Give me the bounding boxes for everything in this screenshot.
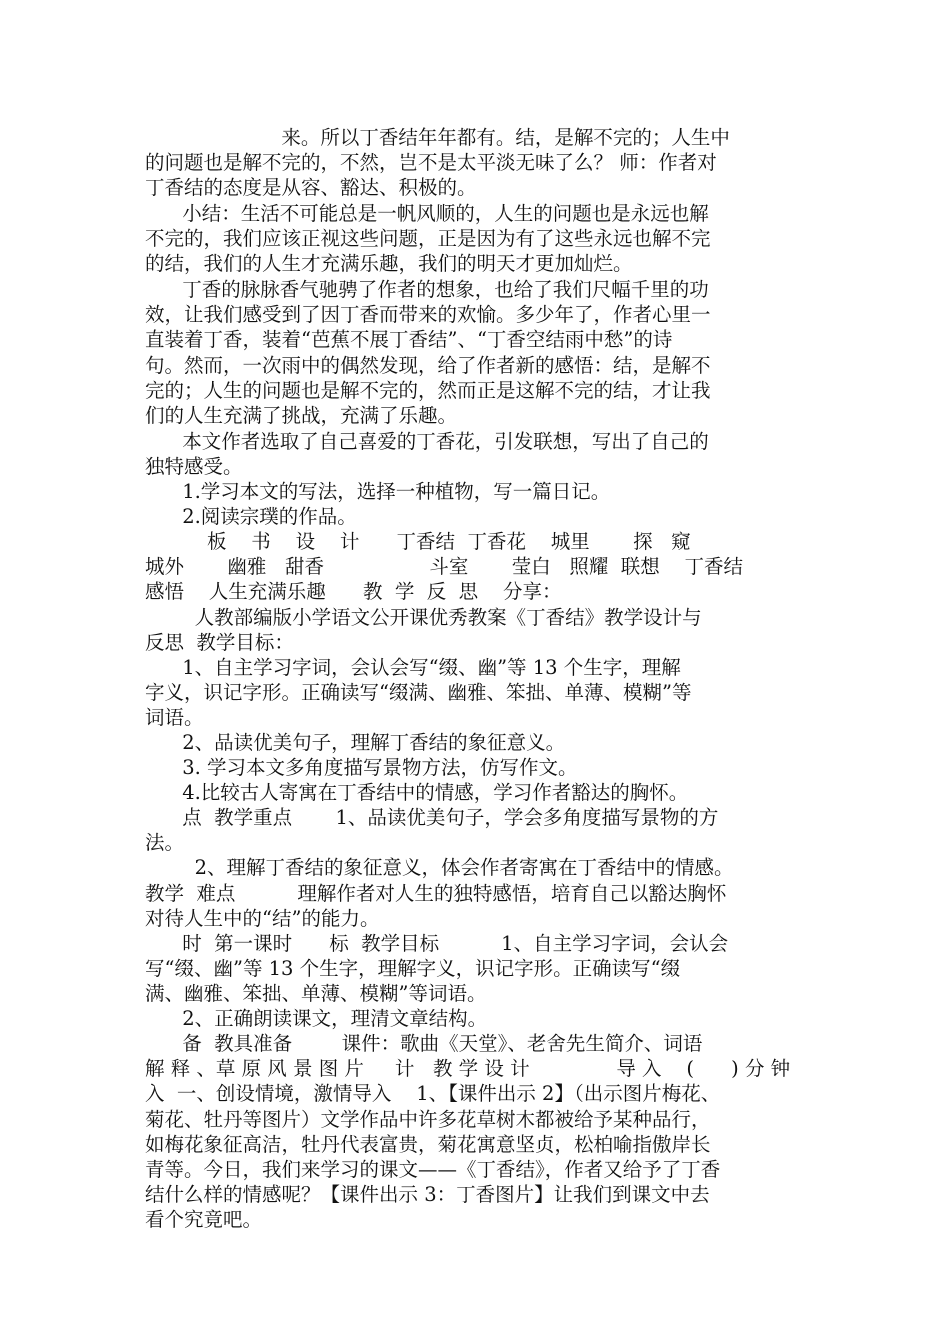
- document-line: 写“缀、幽”等 13 个生字，理解字义，识记字形。正确读写“缀: [145, 957, 681, 980]
- document-line: 3. 学习本文多角度描写景物方法，仿写作文。: [145, 756, 578, 779]
- document-line: 入 一、创设情境，激情导入 1、【课件出示 2】（出示图片梅花、: [145, 1082, 721, 1105]
- document-line: 2、正确朗读课文，理清文章结构。: [145, 1007, 488, 1030]
- document-line: 本文作者选取了自己喜爱的丁香花，引发联想，写出了自己的: [145, 430, 709, 453]
- document-line: 完的；人生的问题也是解不完的，然而正是这解不完的结，才让我: [145, 379, 711, 402]
- document-line: 备 教具准备 课件：歌曲《天堂》、老舍先生简介、词语: [145, 1032, 703, 1055]
- document-line: 2.阅读宗璞的作品。: [145, 505, 357, 528]
- document-line: 词语。: [145, 706, 204, 729]
- document-line: 1.学习本文的写法，选择一种植物，写一篇日记。: [145, 480, 611, 503]
- document-line: 人教部编版小学语文公开课优秀教案《丁香结》教学设计与: [145, 606, 702, 629]
- document-line: 看个究竟吧。: [145, 1208, 263, 1231]
- document-line: 4.比较古人寄寓在丁香结中的情感，学习作者豁达的胸怀。: [145, 781, 689, 804]
- document-line: 字义，识记字形。正确读写“缀满、幽雅、笨拙、单薄、模糊”等: [145, 681, 692, 704]
- document-line: 丁香的脉脉香气驰骋了作者的想象，也给了我们尺幅千里的功: [145, 278, 709, 301]
- document-line: 1、自主学习字词，会认会写“缀、幽”等 13 个生字，理解: [145, 656, 681, 679]
- document-line: 青等。今日，我们来学习的课文——《丁香结》，作者又给予了丁香: [145, 1158, 721, 1181]
- document-line: 感悟 人生充满乐趣 教 学 反 思 分享：: [145, 580, 562, 603]
- document-line: 丁香结的态度是从容、豁达、积极的。: [145, 176, 477, 199]
- document-line: 独特感受。: [145, 455, 243, 478]
- document-line: 们的人生充满了挑战，充满了乐趣。: [145, 404, 458, 427]
- document-line: 的结，我们的人生才充满乐趣，我们的明天才更加灿烂。: [145, 252, 633, 275]
- document-line: 的问题也是解不完的，不然，岂不是太平淡无味了么？ 师：作者对: [145, 151, 717, 174]
- document-line: 2、理解丁香结的象征意义，体会作者寄寓在丁香结中的情感。: [145, 856, 734, 879]
- document-line: 反思 教学目标：: [145, 631, 294, 654]
- document-line: 不完的，我们应该正视这些问题，正是因为有了这些永远也解不完: [145, 227, 711, 250]
- document-line: 2、品读优美句子，理解丁香结的象征意义。: [145, 731, 566, 754]
- document-line: 来。所以丁香结年年都有。结，是解不完的；人生中: [145, 126, 730, 149]
- document-line: 教学 难点 理解作者对人生的独特感悟，培育自己以豁达胸怀: [145, 882, 727, 905]
- document-line: 城外 幽雅 甜香 斗室 莹白 照耀 联想 丁香结: [145, 555, 744, 578]
- document-line: 结什么样的情感呢？【课件出示 3：丁香图片】让我们到课文中去: [145, 1183, 710, 1206]
- document-line: 时 第一课时 标 教学目标 1、自主学习字词，会认会: [145, 932, 729, 955]
- document-line: 小结：生活不可能总是一帆风顺的，人生的问题也是永远也解: [145, 202, 709, 225]
- document-line: 满、幽雅、笨拙、单薄、模糊”等词语。: [145, 982, 487, 1005]
- document-line: 句。然而，一次雨中的偶然发现，给了作者新的感悟：结，是解不: [145, 354, 711, 377]
- document-line: 板 书 设 计 丁香结 丁香花 城里 探 窥: [145, 530, 691, 553]
- document-line: 法。: [145, 831, 185, 854]
- document-line: 点 教学重点 1、品读优美句子，学会多角度描写景物的方: [145, 806, 719, 829]
- document-line: 直装着丁香，装着“芭蕉不展丁香结”、“丁香空结雨中愁”的诗: [145, 328, 673, 351]
- document-line: 对待人生中的“结”的能力。: [145, 907, 380, 930]
- document-line: 菊花、牡丹等图片）文学作品中许多花草树木都被给予某种品行，: [145, 1108, 711, 1131]
- document-line: 如梅花象征高洁，牡丹代表富贵，菊花寓意坚贞，松柏喻指傲岸长: [145, 1133, 711, 1156]
- document-line: 效，让我们感受到了因丁香而带来的欢愉。多少年了，作者心里一: [145, 303, 711, 326]
- document-line: 解 释 、草 原 风 景 图 片 计 教 学 设 计 导 入 ( ) 分 钟: [145, 1057, 791, 1080]
